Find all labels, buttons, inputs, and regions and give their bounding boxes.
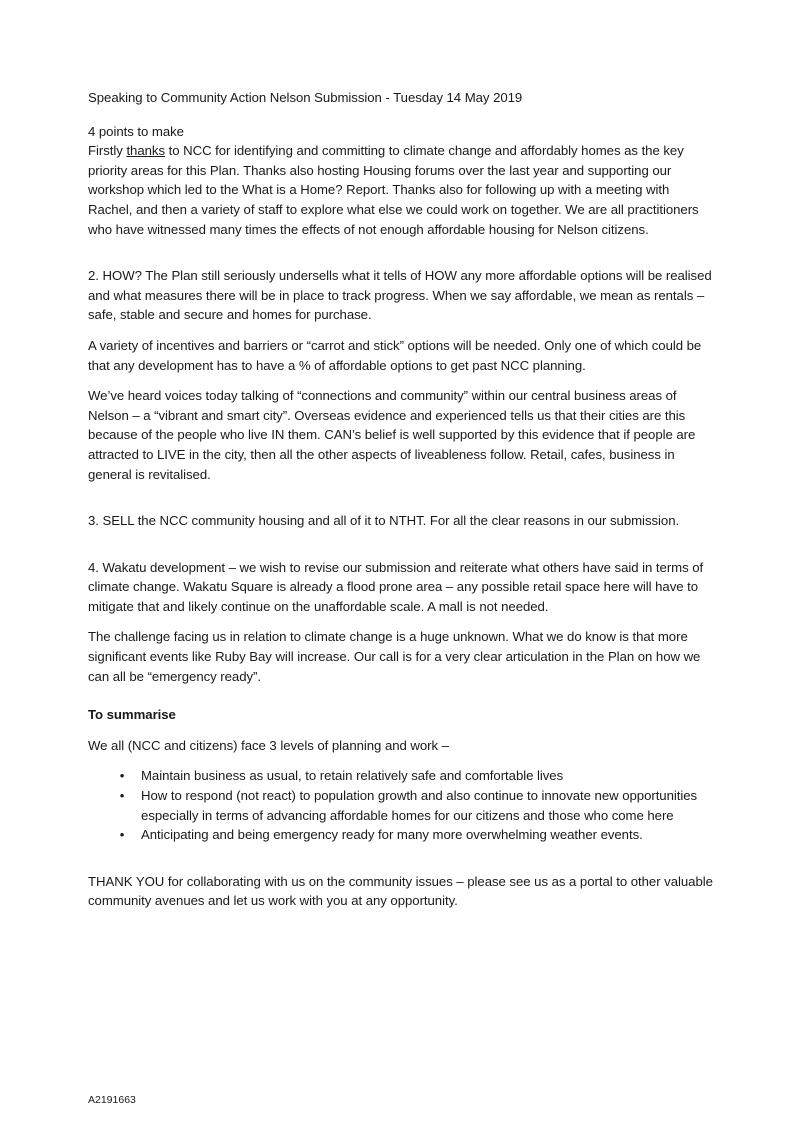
- bullet-icon: •: [119, 827, 125, 843]
- point-1-underlined-word: thanks: [126, 143, 165, 159]
- point-1-lead: Firstly: [88, 143, 127, 159]
- summary-bullet-item: [88, 766, 713, 786]
- intro-heading: 4 points to make: [88, 123, 184, 139]
- summary-bullet-item: [88, 786, 713, 825]
- document-title: Speaking to Community Action Nelson Submission - Tuesday 14 May 2019: [88, 90, 523, 105]
- summary-bullet-list: [88, 766, 713, 844]
- bullet-icon: •: [119, 768, 125, 784]
- document-body: [88, 88, 713, 911]
- point-2-paragraph-1: 2. HOW? The Plan still seriously undersells what it tells of HOW any more affordable options will be realised and what measures there will be in place to track progress. When we say affordable, we mean as rentals – safe, stable and secure and homes for purchase.: [88, 268, 712, 323]
- point-2-paragraph-2: A variety of incentives and barriers or “carrot and stick” options will be needed. Only one of which could be that any development has to have a % of affordable options to get past NCC planning.: [88, 337, 702, 373]
- point-3-paragraph: 3. SELL the NCC community housing and all of it to NTHT. For all the clear reasons in our submission.: [88, 513, 680, 529]
- document-reference-number: A2191663: [88, 1094, 136, 1106]
- bullet-icon: •: [119, 788, 125, 804]
- summary-bullet-text: Maintain business as usual, to retain relatively safe and comfortable lives: [141, 768, 564, 784]
- point-4-paragraph-2: The challenge facing us in relation to climate change is a huge unknown. What we do know is that more significant events like Ruby Bay will increase. Our call is for a very clear articulation in the Plan on how we can all be “emergency ready”.: [88, 629, 701, 684]
- point-1-rest: to NCC for identifying and committing to climate change and affordably homes as the key priority areas for this Plan. Thanks also hosting Housing forums over the last year and supporting our workshop which led to the What is a Home? Report. Thanks also for following up with a meeting with Rachel, and then a variety of staff to explore what else we could work on together. We are all practitioners who have witnessed many times the effects of not enough affordable housing for Nelson citizens.: [88, 143, 699, 237]
- summary-bullet-text: How to respond (not react) to population growth and also continue to innovate new opportunities especially in terms of advancing affordable homes for our citizens and those who come here: [141, 788, 698, 823]
- summary-bullet-item: [88, 825, 713, 845]
- point-1-paragraph: [88, 141, 713, 239]
- summary-heading: To summarise: [88, 707, 176, 723]
- point-2-paragraph-3: We’ve heard voices today talking of “connections and community” within our central business areas of Nelson – a “vibrant and smart city”. Overseas evidence and experienced tells us that their cities are this because of the people who live IN them. CAN’s belief is well supported by this evidence that if people are attracted to LIVE in the city, then all the other aspects of liveableness follow. Retail, cafes, business in general is revitalised.: [88, 388, 696, 482]
- closing-paragraph: THANK YOU for collaborating with us on the community issues – please see us as a portal to other valuable community avenues and let us work with you at any opportunity.: [88, 873, 713, 909]
- summary-bullet-text: Anticipating and being emergency ready for many more overwhelming weather events.: [141, 827, 643, 843]
- summary-intro: We all (NCC and citizens) face 3 levels of planning and work –: [88, 737, 449, 753]
- point-4-paragraph-1: 4. Wakatu development – we wish to revise our submission and reiterate what others have said in terms of climate change. Wakatu Square is already a flood prone area – any possible retail space here will have to mitigate that and likely continue on the unaffordable scale. A mall is not needed.: [88, 559, 704, 614]
